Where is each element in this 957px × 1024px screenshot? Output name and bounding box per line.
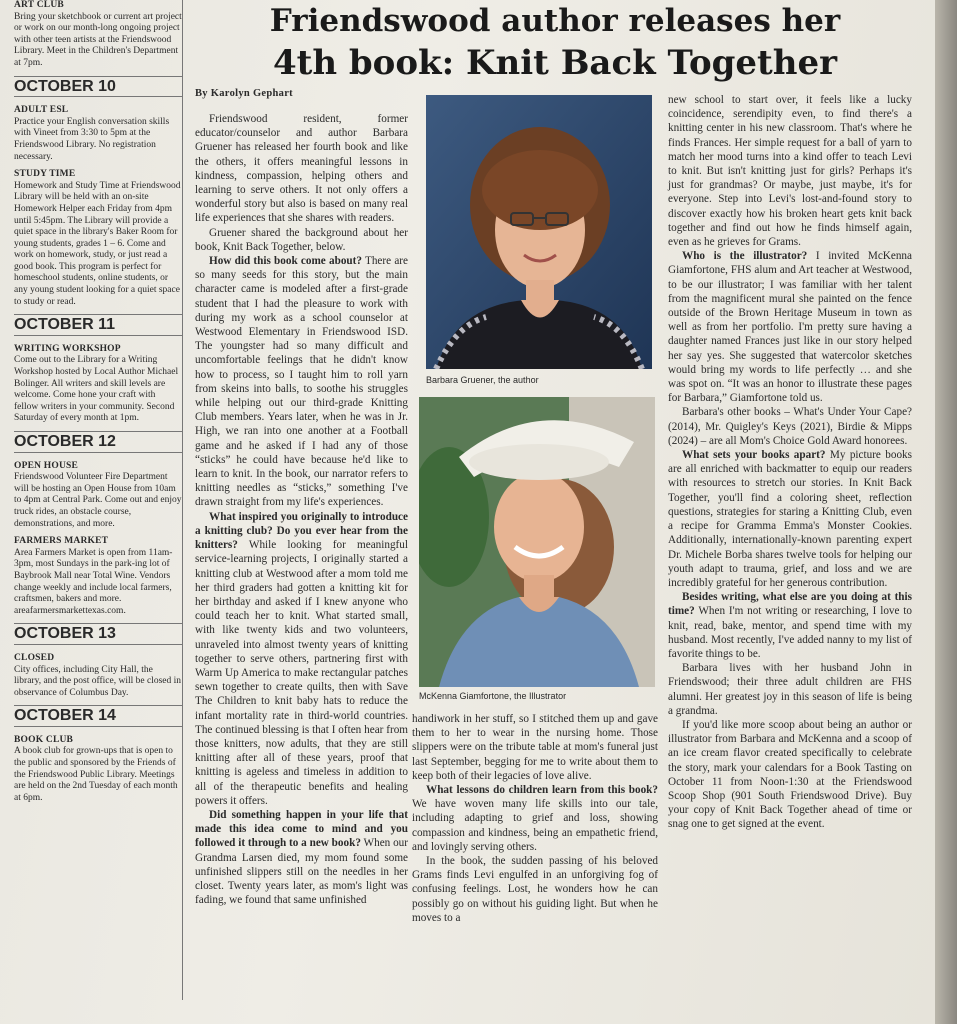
calendar-event	[14, 461, 182, 531]
paragraph-text: There are so many seeds for this story, but the main character came is modeled after a first-grade student that I had the pleasure to work with during my work as a school counselor at Westwood Elementary in Friendswood ISD. The youngster had so many difficult and uncomfortable feelings that he didn't know how to process, so I taught him to roll yarn from skeins into balls, to soothe his struggles while helping out our third-grade Knitting Club members. Years later, when he was in Jr. High, we ran into one another at a Football game and he asked if I had any of those “sticks” he could have because he'd like to learn to knit. In the book, our narrator refers to knitting needles as “sticks,” something I've drawn straight from my life's experiences.	[195, 255, 408, 509]
article-paragraph	[668, 93, 912, 249]
event-title: BOOK CLUB	[14, 734, 74, 745]
article-paragraph	[668, 448, 912, 590]
article-paragraph	[195, 112, 408, 226]
calendar-event	[14, 344, 182, 425]
headline-line-1: Friendswood author releases her	[269, 3, 841, 39]
author-photo	[426, 95, 652, 369]
paragraph-text: When I'm not writing or researching, I love to knit, read, bake, mentor, and spend time with my husband. Most recently, I've added nanny to my list of favorite things to be.	[668, 605, 912, 660]
headline-line-2: 4th book: Knit Back Together	[272, 43, 838, 83]
illustrator-photo-caption: McKenna Giamfortone, the Illustrator	[419, 691, 567, 701]
event-title: FARMERS MARKET	[14, 536, 109, 547]
page-edge-shadow	[935, 0, 957, 1024]
paragraph-text: Barbara lives with her husband John in Friendswood; their three adult children are FHS alumni. Her greatest joy in this season of life is being a grandma.	[668, 662, 912, 717]
event-description: Friendswood Volunteer Fire Department will be hosting an Open House from 10am to 4pm at Central Park. Come out and enjoy truck rides, an obstacle course, demonstrations, and more.	[14, 472, 182, 529]
byline: By Karolyn Gephart	[195, 88, 293, 99]
article-paragraph	[668, 249, 912, 405]
event-description: Practice your English conversation skills with Vineet from 3:30 to 5pm at the Friendswood Library. No registration necessary.	[14, 116, 170, 162]
event-title: ART CLUB	[14, 0, 64, 10]
event-description: Area Farmers Market is open from 11am-3pm, most Sundays in the park-ing lot of Baybrook Mall near Total Wine. Vendors change weekly and include local farmers, craftsmen, bakers and more. areafarmersmarkettexas.com.	[14, 547, 173, 616]
calendar-date-heading: OCTOBER 12	[14, 431, 182, 453]
interview-question: Besides writing, what else are you doing at this time?	[668, 591, 912, 618]
article-column-2	[412, 712, 658, 925]
calendar-date-heading: OCTOBER 13	[14, 623, 182, 645]
article-paragraph	[195, 510, 408, 808]
calendar-event	[14, 536, 182, 617]
calendar-event	[14, 735, 182, 805]
article-paragraph	[668, 661, 912, 718]
event-title: CLOSED	[14, 652, 55, 663]
interview-question: How did this book come about?	[209, 255, 362, 268]
article-paragraph	[412, 712, 658, 783]
article-paragraph	[668, 718, 912, 832]
community-calendar-sidebar	[14, 0, 183, 1000]
paragraph-text: handiwork in her stuff, so I stitched them up and gave them to her to wear in the nursing home. Those slippers were on the tribute table at mom's funeral just last September, begging for me to write about them to keep both of their legacies of love alive.	[412, 713, 658, 782]
calendar-date-heading: OCTOBER 10	[14, 76, 182, 98]
article-paragraph	[195, 808, 408, 907]
interview-question: Who is the illustrator?	[682, 250, 808, 263]
event-description: Bring your sketchbook or current art project or work on our month-long ongoing project with other teen artists at the Friendswood Library. Meet in the Children's Department at 7pm.	[14, 11, 182, 68]
paragraph-text: If you'd like more scoop about being an author or illustrator from Barbara and McKenna and a scoop of an ice cream flavor created specifically to celebrate the story, mark your calendars for a Book Tasting on October 11 from Noon-1:30 at the Friendswood Scoop Shop (901 South Friendswood Drive). Buy your copy of Knit Back Together ahead of time or snag one to get signed at the event.	[668, 718, 912, 831]
calendar-event	[14, 105, 182, 163]
event-description: Homework and Study Time at Friendswood Library will be held with an on-site Homework Helper each Friday from 4pm until 5:45pm. The Library will provide a quiet space in the library's Baker Room for young students, grades 1 – 6. Come and work on homework, study, or just read a good book. This program is perfect for homeschool students, online students, or any young student looking for a quiet space to study or read.	[14, 180, 181, 307]
article-paragraph	[412, 783, 658, 854]
author-photo-caption: Barbara Gruener, the author	[426, 375, 539, 385]
paragraph-text: In the book, the sudden passing of his beloved Grams finds Levi engulfed in an unforgiving fog of confusing feelings. Lost, he wonders how he can possibly go on without his guiding light. But when he moves to a	[412, 855, 658, 924]
event-title: WRITING WORKSHOP	[14, 343, 121, 354]
paragraph-text: We have woven many life skills into our tale, including adapting to grief and loss, showing compassion and kindness, being an empathetic friend, and lovingly serving others.	[412, 798, 658, 853]
paragraph-text: While looking for meaningful service-learning projects, I originally started a knitting club at Westwood after a mom told me her third graders had gotten a knitting kit for her birthday and asked if I knew anyone who could teach her to knit. What started small, with like twenty kids and two volunteers, unraveled into almost twenty years of knitting together to serve others, partnering first with Warm Up America to make rectangular patches sewn together to create quilts, then with Save The Children to knit baby hats to reduce the infant mortality rate in third-world countries. The continued blessing is that I often hear from those knitters, now adults, that they are still knitting after all of these years, proof that knitting is ageless and timeless in addition to all of the therapeutic benefits and healing powers it offers.	[195, 539, 408, 807]
paragraph-text: Barbara's other books – What's Under Your Cape? (2014), Mr. Quigley's Keys (2021), Birdie & Mipps (2024) – are all Mom's Choice Gold Award honorees.	[668, 406, 912, 447]
article-paragraph	[668, 405, 912, 448]
paragraph-text: Gruener shared the background about her book, Knit Back Together, below.	[195, 226, 408, 253]
event-title: OPEN HOUSE	[14, 460, 79, 471]
interview-question: What inspired you originally to introduce a knitting club? Do you ever hear from the knitters?	[195, 510, 408, 552]
article-paragraph	[195, 226, 408, 254]
interview-question: What sets your books apart?	[682, 449, 826, 462]
article-paragraph	[195, 254, 408, 510]
calendar-event	[14, 653, 182, 699]
illustrator-photo	[419, 397, 655, 687]
article-headline	[195, 0, 915, 84]
article-column-1	[195, 112, 408, 907]
paragraph-text: Friendswood resident, former educator/counselor and author Barbara Gruener has released her fourth book and like the others, it offers meaningful lessons in kindness, compassion, helping others and learning to serve others. It not only offers a wonderful story but also is based on many real life experiences that she shares with readers.	[195, 113, 408, 225]
event-title: STUDY TIME	[14, 169, 76, 180]
article-column-3	[668, 93, 912, 832]
calendar-event	[14, 0, 182, 70]
article-paragraph	[668, 590, 912, 661]
paragraph-text: My picture books are all enriched with backmatter to equip our readers with resources to stretch our stories. In Knit Back Together, you'll find a coloring sheet, reflection questions, strategies for staring a Knitting Club, even a recipe for Gramma Emma's Monster Cookies. Additionally, internationally-known parenting expert Dr. Michele Borba shares twelve tools for helping our youth adapt to trauma, grief, and loss and we are incredibly grateful for her generous contribution.	[668, 449, 912, 589]
event-description: Come out to the Library for a Writing Workshop hosted by Local Author Michael Bolinger. All writers and skill levels are welcome. Come hone your craft with fellow writers in your community. Second Saturday of every month at 1pm.	[14, 355, 179, 424]
calendar-event	[14, 169, 182, 308]
article-paragraph	[412, 854, 658, 925]
event-description: City offices, including City Hall, the library, and the post office, will be closed in observance of Columbus Day.	[14, 664, 181, 698]
paragraph-text: When our Grandma Larsen died, my mom found some unfinished slippers still on the needles in her closet. Twenty years later, as mom's light was fading, we found that same unfinished	[195, 837, 408, 907]
interview-question: What lessons do children learn from this book?	[426, 784, 658, 797]
calendar-date-heading: OCTOBER 11	[14, 314, 182, 336]
paragraph-text: I invited McKenna Giamfortone, FHS alum and Art teacher at Westwood, to be our illustrator; I was familiar with her talent from the magnificent mural she painted on the fence outside of the Brown Heritage Museum in town as well as from her portfolio. I'm pretty sure having a daughter named Frances just like in our story helped her say yes. She suggested that watercolor sketches would bring my words to life perfectly … and she was spot on. “It was an honor to illustrate these pages for Barbara,” Giamfortone told us.	[668, 250, 912, 405]
interview-question: Did something happen in your life that made this idea come to mind and you followed it through to a new book?	[195, 808, 408, 850]
calendar-date-heading: OCTOBER 14	[14, 705, 182, 727]
paragraph-text: new school to start over, it feels like a lucky coincidence, serendipity even, to find there's a knitting center in his new classroom. That's where he finds Frances. Her simple request for a ball of yarn to match her mood turns into a kind offer to teach Levi to knit. But isn't knitting just for girls? Perhaps it's just for grandmas? Or maybe, just maybe, it's for everyone. Step into Levi's lost-and-found story to discover exactly how his broken heart gets knit back together and find out how he finds himself again, even as he grieves for Grams.	[668, 94, 912, 249]
event-description: A book club for grown-ups that is open to the public and sponsored by the Friends of the Friendswood Public Library. Meetings are held on the 2nd Tuesday of each month at 6pm.	[14, 746, 178, 803]
event-title: ADULT ESL	[14, 105, 69, 116]
